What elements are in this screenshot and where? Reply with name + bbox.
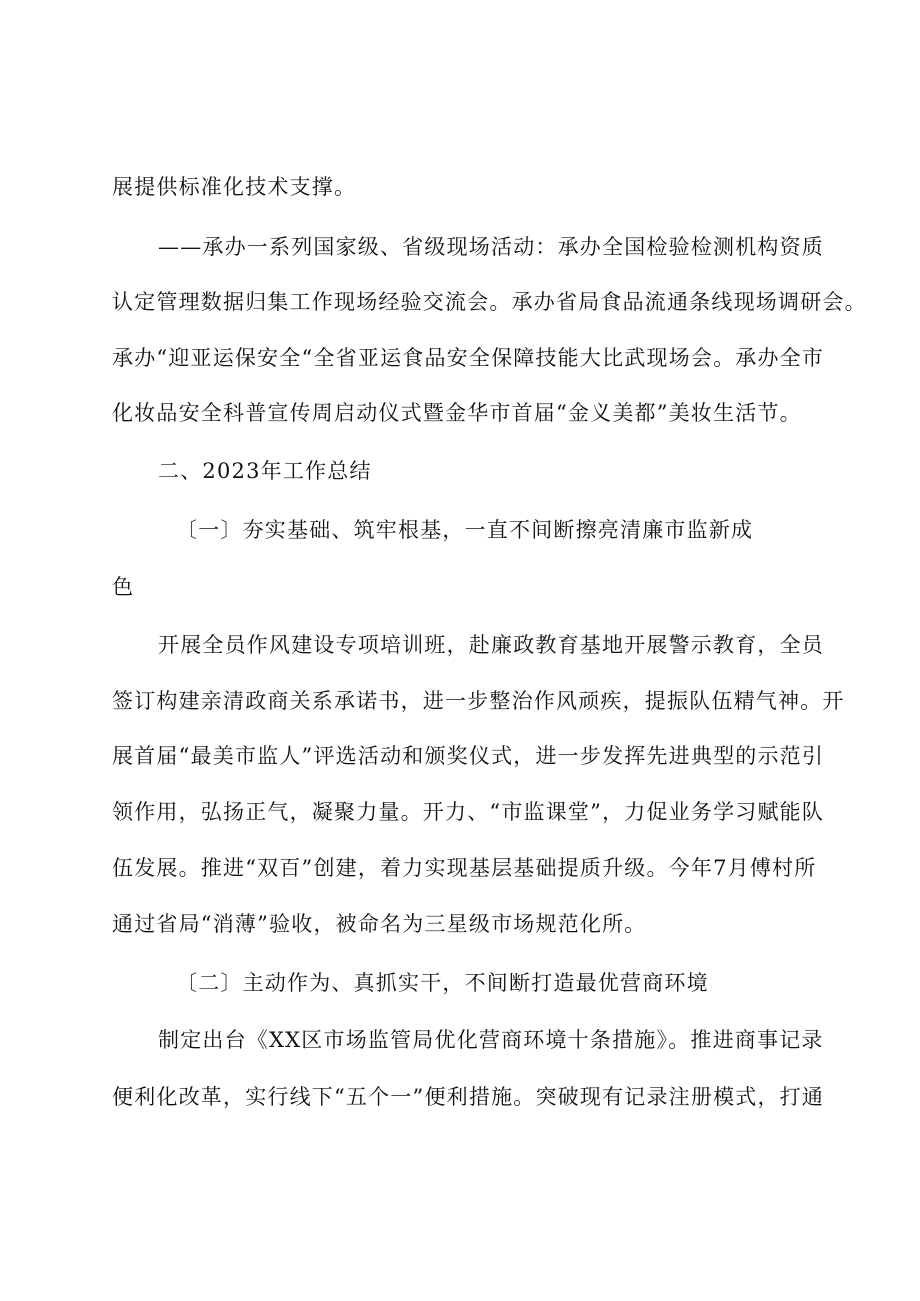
paragraph-line: 领作用，弘扬正气，凝聚力量。开力、“市监课堂”，力促业务学习赋能队 bbox=[112, 800, 825, 824]
paragraph-line: 开展全员作风建设专项培训班，赴廉政教育基地开展警示教育，全员 bbox=[158, 633, 824, 657]
paragraph-line: 签订构建亲清政商关系承诺书，进一步整治作风顽疾，提振队伍精气神。开 bbox=[112, 689, 845, 713]
paragraph-line: 化妆品安全科普宣传周启动仪式暨金华市首届“金义美都”美妆生活节。 bbox=[112, 401, 802, 425]
paragraph-line: 展提供标准化技术支撑。 bbox=[112, 175, 357, 199]
paragraph-line: ——承办一系列国家级、省级现场活动：承办全国检验检测机构资质 bbox=[158, 235, 824, 259]
subsection-heading: 〔一〕夯实基础、筑牢根基，一直不间断擦亮清廉市监新成 bbox=[176, 518, 754, 542]
paragraph-line: 承办“迎亚运保安全“全省亚运食品安全保障技能大比武现场会。承办全市 bbox=[112, 346, 825, 370]
section-heading: 二、2023年工作总结 bbox=[158, 459, 372, 483]
paragraph-line: 通过省局“消薄”验收，被命名为三星级市场规范化所。 bbox=[112, 912, 647, 936]
paragraph-line: 认定管理数据归集工作现场经验交流会。承办省局食品流通条线现场调研会。 bbox=[112, 290, 867, 314]
paragraph-line: 便利化改革，实行线下“五个一”便利措施。突破现有记录注册模式，打通 bbox=[112, 1085, 825, 1109]
subsection-heading: 〔二〕主动作为、真抓实干，不间断打造最优营商环境 bbox=[176, 971, 709, 995]
paragraph-line: 伍发展。推进“双百”创建，着力实现基层基础提质升级。今年7月傅村所 bbox=[112, 856, 817, 880]
paragraph-line: 展首届“最美市监人”评选活动和颁奖仪式，进一步发挥先进典型的示范引 bbox=[112, 744, 825, 768]
subsection-heading-continued: 色 bbox=[112, 575, 135, 599]
paragraph-line: 制定出台《XX区市场监管局优化营商环境十条措施》。推进商事记录 bbox=[158, 1028, 824, 1052]
